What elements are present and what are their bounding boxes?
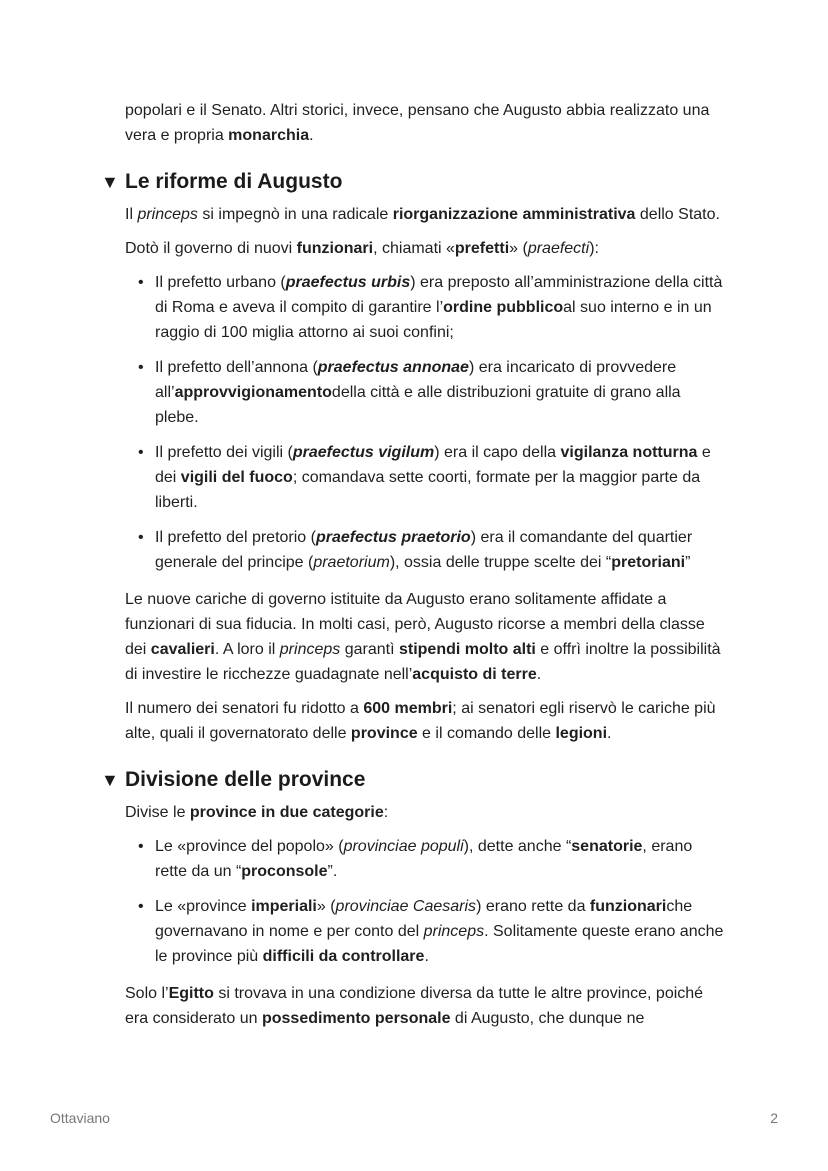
list-item: • Il prefetto dei vigili (praefectus vigilum) era il capo della vigilanza notturna e dei vigili del fuoco; comandava sette coorti, formate per la maggior parte da liberti. xyxy=(155,440,725,515)
page-number: 2 xyxy=(770,1110,778,1126)
paragraph: Il numero dei senatori fu ridotto a 600 membri; ai senatori egli riservò le cariche più alte, quali il governatorato delle province e il comando delle legioni. xyxy=(125,700,716,742)
paragraph: Le nuove cariche di governo istituite da Augusto erano solitamente affidate a funzionari di sua fiducia. In molti casi, però, Augusto ricorse a membri della classe dei cavalieri. A loro il princeps garantì stipendi molto alti e offrì inoltre la possibilità di investire le ricchezze guadagnate nell’acquisto di terre. xyxy=(125,591,721,683)
list-item: • Le «province imperiali» (provinciae Caesaris) erano rette da funzionariche governavano in nome e per conto del princeps. Solitamente queste erano anche le province più difficili da controllare. xyxy=(155,894,725,969)
prefetti-list xyxy=(125,270,725,575)
triangle-down-icon[interactable]: ▼ xyxy=(101,172,119,192)
intro-paragraph: popolari e il Senato. Altri storici, invece, pensano che Augusto abbia realizzato una vera e propria monarchia. xyxy=(125,102,710,144)
section-heading-riforme[interactable] xyxy=(101,168,725,196)
province-list xyxy=(125,834,725,969)
section-heading-province[interactable] xyxy=(101,766,725,794)
page-content xyxy=(101,98,725,1040)
triangle-down-icon[interactable]: ▼ xyxy=(101,770,119,790)
section-title: Le riforme di Augusto xyxy=(125,170,343,193)
paragraph: Solo l’Egitto si trovava in una condizione diversa da tutte le altre province, poiché era considerato un possedimento personale di Augusto, che dunque ne xyxy=(125,985,704,1027)
section-title: Divisione delle province xyxy=(125,768,366,791)
list-item: • Il prefetto urbano (praefectus urbis) era preposto all’amministrazione della città di Roma e aveva il compito di garantire l’ordine pubblicoal suo interno e in un raggio di 100 miglia attorno ai suoi confini; xyxy=(155,270,725,345)
paragraph: Divise le province in due categorie: xyxy=(125,804,389,821)
paragraph: Il princeps si impegnò in una radicale riorganizzazione amministrativa dello Stato. xyxy=(125,206,720,223)
list-item: • Il prefetto del pretorio (praefectus praetorio) era il comandante del quartier generale del principe (praetorium), ossia delle truppe scelte dei “pretoriani” xyxy=(155,525,725,575)
footer-title: Ottaviano xyxy=(50,1110,110,1126)
paragraph: Dotò il governo di nuovi funzionari, chiamati «prefetti» (praefecti): xyxy=(125,240,599,257)
list-item: • Il prefetto dell’annona (praefectus annonae) era incaricato di provvedere all’approvvigionamentodella città e alle distribuzioni gratuite di grano alla plebe. xyxy=(155,355,725,430)
list-item: • Le «province del popolo» (provinciae populi), dette anche “senatorie, erano rette da un “proconsole”. xyxy=(155,834,725,884)
